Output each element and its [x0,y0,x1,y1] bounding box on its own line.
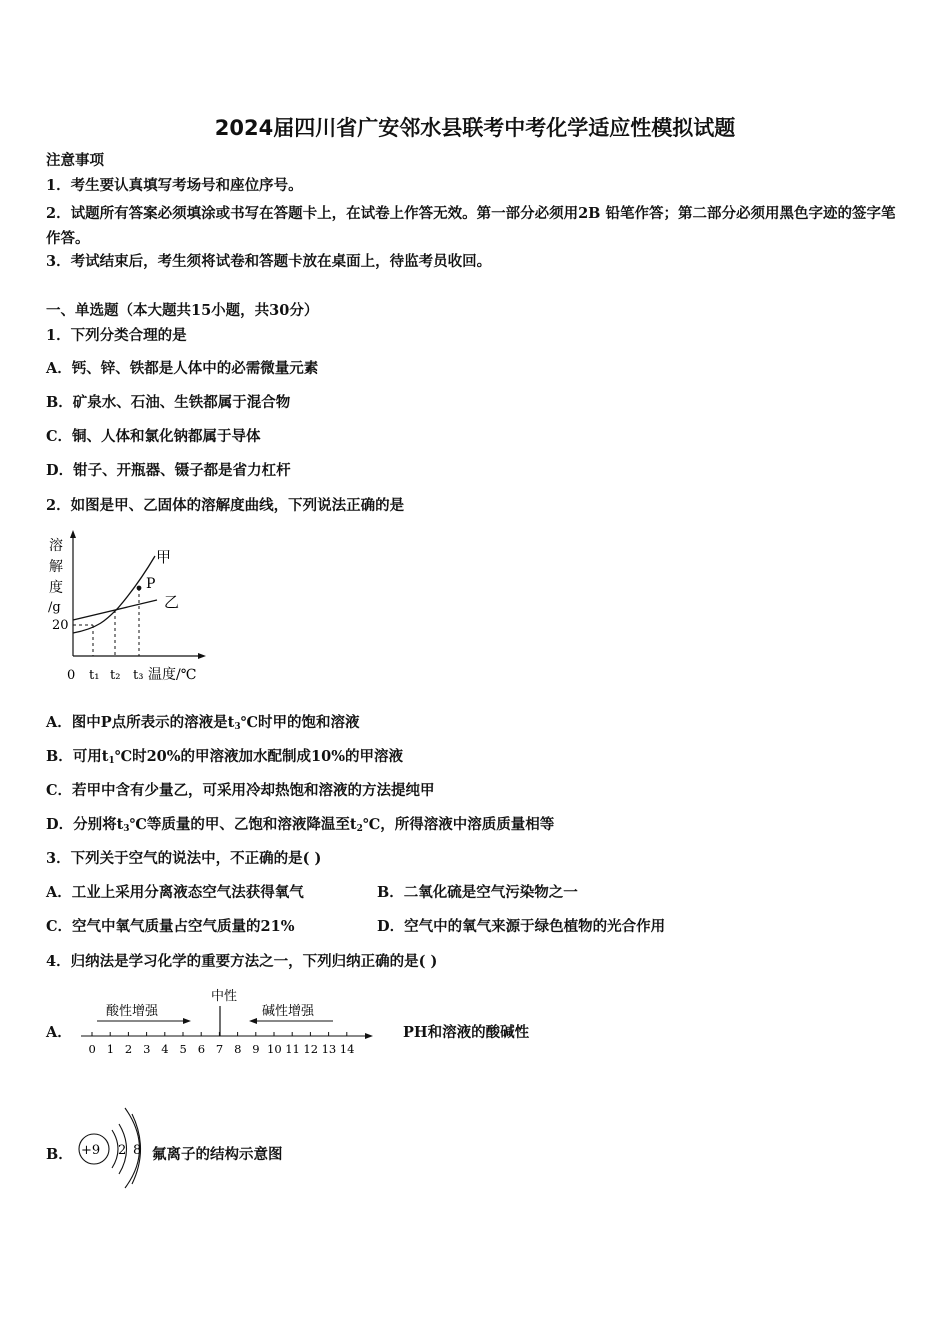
notice-heading: 注意事项 [46,152,104,169]
base-arrow-icon [249,1018,257,1024]
ph-tick-label: 12 [303,1042,319,1056]
ph-tick-label: 6 [197,1042,206,1056]
y-label-1: 溶 [49,538,63,554]
ph-tick-label: 2 [124,1042,133,1056]
notice-item-1: 1．考生要认真填写考场号和座位序号。 [46,177,303,194]
y-label-4: /g [48,600,61,615]
x-axis-arrow-icon [198,653,206,659]
nucleus-charge: +9 [81,1143,101,1158]
x-tick-t2: t₂ [110,668,121,683]
base-label: 碱性增强 [262,1004,315,1019]
q1-option-d: D．钳子、开瓶器、镊子都是省力杠杆 [46,462,291,479]
x-origin: 0 [67,668,76,683]
ph-tick-label: 3 [143,1042,151,1056]
ph-tick-label: 1 [106,1042,115,1056]
q2-option-c: C．若甲中含有少量乙，可采用冷却热饱和溶液的方法提纯甲 [46,782,435,799]
q3-stem: 3．下列关于空气的说法中，不正确的是( ) [46,850,322,867]
q1-option-a: A．钙、锌、铁都是人体中的必需微量元素 [46,360,319,377]
shell-2-electrons: 8 [133,1143,142,1158]
notice-item-2: 2．试题所有答案必须填涂或书写在答题卡上，在试卷上作答无效。第一部分必须用2B 铅笔作答；第二部分必须用黑色字迹的签字笔作答。 [46,205,896,247]
y-tick-20: 20 [52,618,69,633]
ph-tick-label: 14 [339,1042,355,1056]
q2-option-d: D．分别将$t_3℃$等质量的甲、乙饱和溶液降温至$t_2℃$，所得溶液中溶质质量相等 [46,816,555,834]
acid-label: 酸性增强 [106,1004,159,1019]
page-title: 2024届四川省广安邻水县联考中考化学适应性模拟试题 [214,116,736,140]
q3-option-c: C．空气中氧气质量占空气质量的21% [46,918,295,935]
q1-option-b: B．矿泉水、石油、生铁都属于混合物 [46,394,291,411]
x-axis-label: 温度/℃ [148,667,197,683]
q4-option-b-label: B． [46,1146,73,1163]
ph-tick-label: 11 [285,1042,300,1056]
ph-tick-label: 4 [161,1042,169,1056]
y-label-3: 度 [49,580,63,596]
q4-stem: 4．归纳法是学习化学的重要方法之一，下列归纳正确的是( ) [46,953,438,970]
point-p-label: P [146,576,156,592]
q2-option-b: B．可用$t_1℃$时20%的甲溶液加水配制成10%的甲溶液 [46,748,404,766]
point-p [137,586,142,591]
q3-option-b: B．二氧化硫是空气污染物之一 [377,884,578,901]
ph-tick-label: 8 [234,1042,242,1056]
q3-option-d: D．空气中的氧气来源于绿色植物的光合作用 [377,918,666,935]
q2-option-a: A．图中P点所表示的溶液是$t_3℃$时甲的饱和溶液 [46,714,360,732]
ph-tick-label: 0 [88,1042,96,1056]
q3-option-a: A．工业上采用分离液态空气法获得氧气 [46,884,304,901]
fluoride-ion-diagram [74,1102,154,1194]
q1-option-c: C．铜、人体和氯化钠都属于导体 [46,428,261,445]
ph-tick-label: 7 [215,1042,224,1056]
q1-stem: 1．下列分类合理的是 [46,327,187,344]
solubility-graph [40,528,220,688]
q2-stem: 2．如图是甲、乙固体的溶解度曲线，下列说法正确的是 [46,497,405,514]
notice-item-3: 3．考试结束后，考生须将试卷和答题卡放在桌面上，待监考员收回。 [46,253,492,270]
ph-tick-label: 10 [267,1042,282,1056]
curve-jia [73,556,155,633]
section-heading: 一、单选题（本大题共15小题，共30分） [46,302,319,319]
ph-scale-diagram [75,982,385,1062]
shell-1-electrons: 2 [118,1143,127,1158]
curve-jia-label: 甲 [156,548,172,566]
neutral-label: 中性 [211,989,238,1004]
x-tick-t1: t₁ [89,668,100,683]
x-tick-t3: t₃ [133,668,144,683]
curve-yi-label: 乙 [164,593,180,611]
acid-arrow-icon [183,1018,191,1024]
y-label-2: 解 [49,559,63,575]
y-axis-arrow-icon [70,530,76,538]
ph-axis-arrow-icon [365,1033,373,1039]
ph-tick-label: 13 [321,1042,337,1056]
q4-option-a-caption: PH和溶液的酸碱性 [403,1024,530,1041]
q4-option-a-label: A． [46,1024,72,1041]
ph-tick-label: 9 [252,1042,260,1056]
ph-tick-label: 5 [179,1042,187,1056]
q4-option-b-caption: 氟离子的结构示意图 [152,1146,283,1163]
